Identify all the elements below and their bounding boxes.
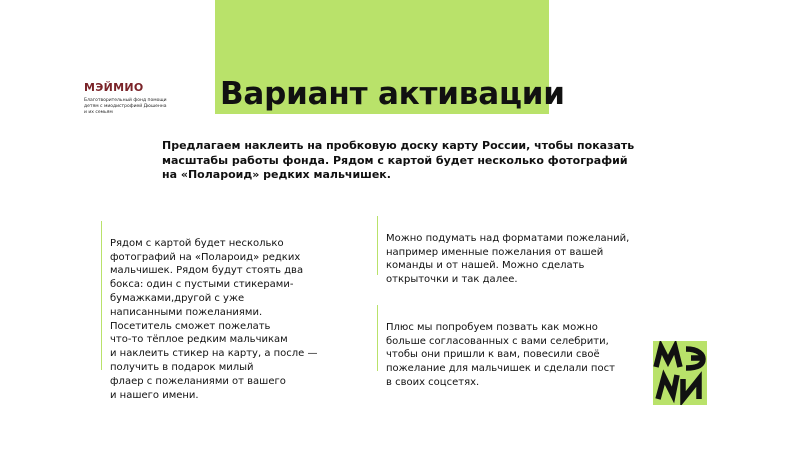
brand-tagline: Благотворительный фонд помощи детям с миодистрофией Дюшенна и их семьям (84, 98, 167, 115)
brand-badge (653, 341, 707, 405)
right-bottom-text-block (377, 305, 656, 388)
brand-name: МЭЙМИО (84, 81, 144, 94)
left-paragraph: Рядом с картой будет несколько фотографий на «Полароид» редких мальчишек. Рядом будут стоять два бокса: один с пустыми стикерами- бумажками,другой с уже написанными пожеланиями. Посетитель сможет пожелать что-то тёплое редким мальчикам и наклеить стикер на карту, а после — получить в подарок милый флаер с пожеланиями от вашего и нашего имени. (110, 237, 318, 401)
right-bottom-paragraph: Плюс мы попробуем позвать как можно больше согласованных с вами селебрити, чтобы они пришли к вам, повесили своё пожелание для мальчишек и сделали пост в своих соцсетях. (386, 321, 615, 388)
page-title: Вариант активации (220, 76, 565, 112)
right-top-text-block (377, 216, 656, 286)
left-text-block (101, 221, 350, 401)
intro-paragraph: Предлагаем наклеить на пробковую доску карту России, чтобы показать масштабы работы фонда. Рядом с картой будет несколько фотографий на «Полароид» редких мальчишек. (162, 139, 635, 181)
right-top-paragraph: Можно подумать над форматами пожеланий, например именные пожелания от вашей команды и от нашей. Можно сделать открыточки и так далее. (386, 232, 630, 286)
mymio-letters-icon (653, 341, 707, 405)
brand-logo (84, 81, 214, 116)
